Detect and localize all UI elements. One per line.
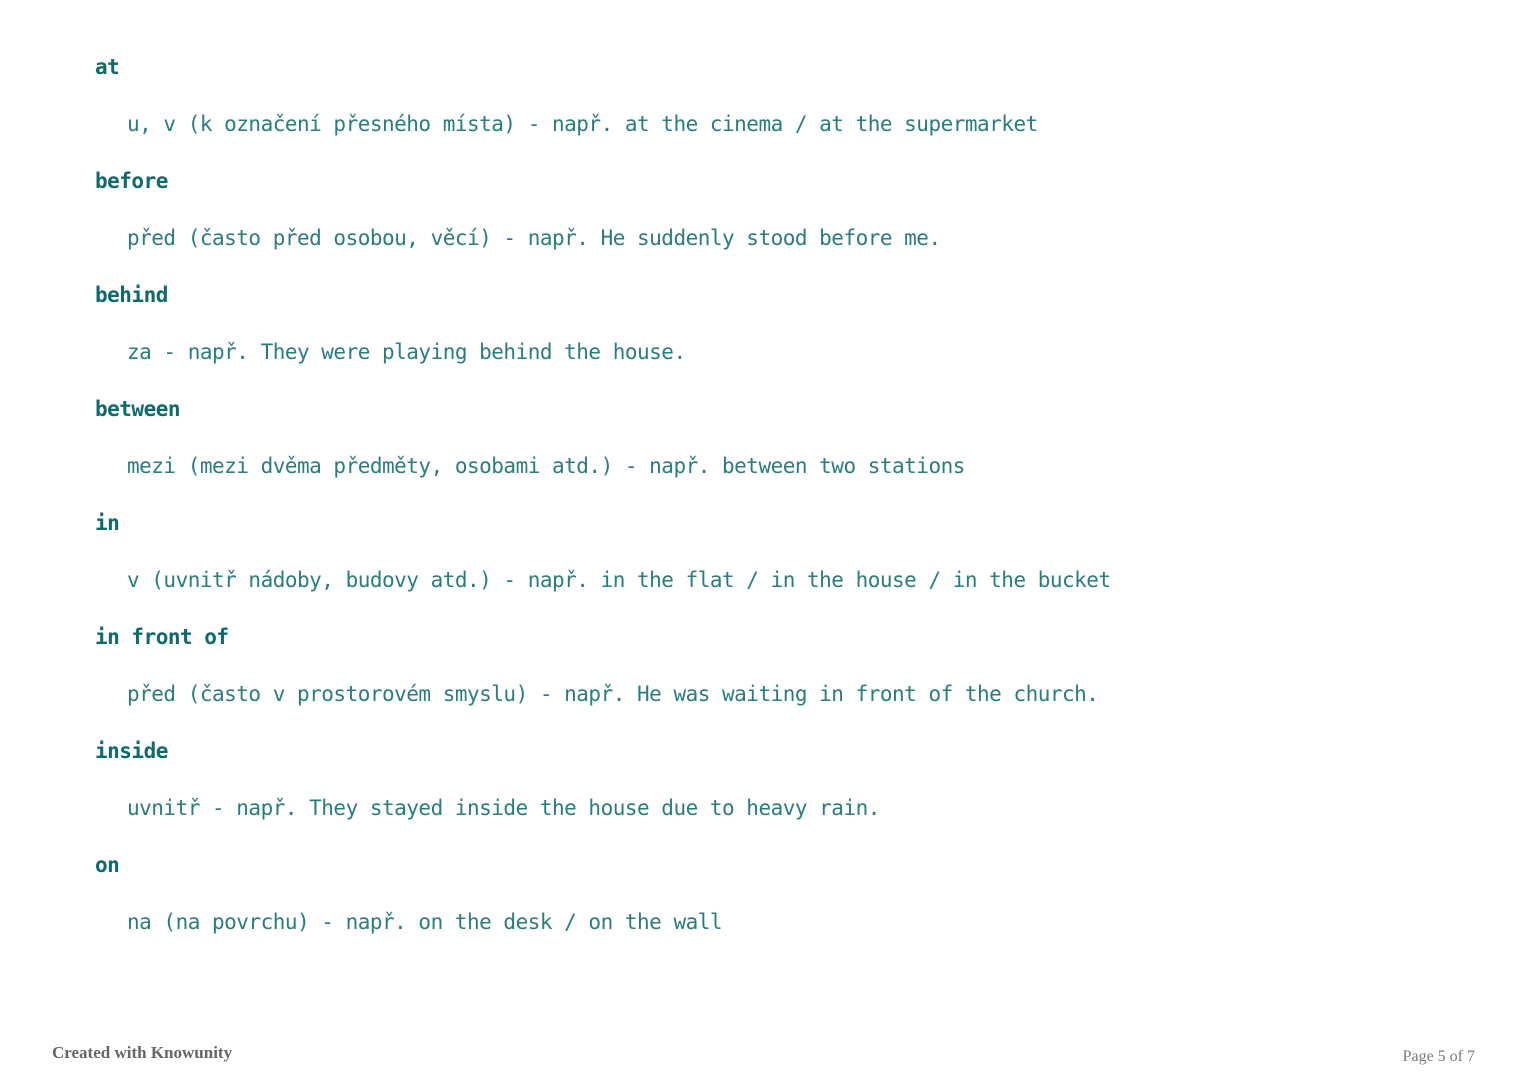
term-heading: in front of <box>95 625 229 649</box>
term-definition: mezi (mezi dvěma předměty, osobami atd.) - např. between two stations <box>127 454 965 478</box>
term-heading: on <box>95 853 120 877</box>
entry-at <box>95 57 1487 135</box>
term-definition: uvnitř - např. They stayed inside the house due to heavy rain. <box>127 796 880 820</box>
term-heading: behind <box>95 283 168 307</box>
term-definition: za - např. They were playing behind the house. <box>127 340 686 364</box>
term-heading: between <box>95 397 181 421</box>
entry-on <box>95 855 1487 933</box>
term-definition: před (často v prostorovém smyslu) - např. He was waiting in front of the church. <box>127 682 1099 706</box>
entry-in-front-of <box>95 627 1487 705</box>
entry-behind <box>95 285 1487 363</box>
prepositions-list <box>95 57 1487 969</box>
entry-in <box>95 513 1487 591</box>
page-number-indicator: Page 5 of 7 <box>1402 1048 1475 1065</box>
entry-between <box>95 399 1487 477</box>
term-definition: na (na povrchu) - např. on the desk / on the wall <box>127 910 723 934</box>
entry-inside <box>95 741 1487 819</box>
term-heading: inside <box>95 739 168 763</box>
entry-before <box>95 171 1487 249</box>
term-definition: u, v (k označení přesného místa) - např. at the cinema / at the supermarket <box>127 112 1038 136</box>
term-definition: v (uvnitř nádoby, budovy atd.) - např. in the flat / in the house / in the bucket <box>127 568 1111 592</box>
term-heading: in <box>95 511 120 535</box>
term-heading: at <box>95 55 120 79</box>
term-definition: před (často před osobou, věcí) - např. He suddenly stood before me. <box>127 226 941 250</box>
term-heading: before <box>95 169 168 193</box>
created-with-branding: Created with Knowunity <box>52 1043 233 1062</box>
